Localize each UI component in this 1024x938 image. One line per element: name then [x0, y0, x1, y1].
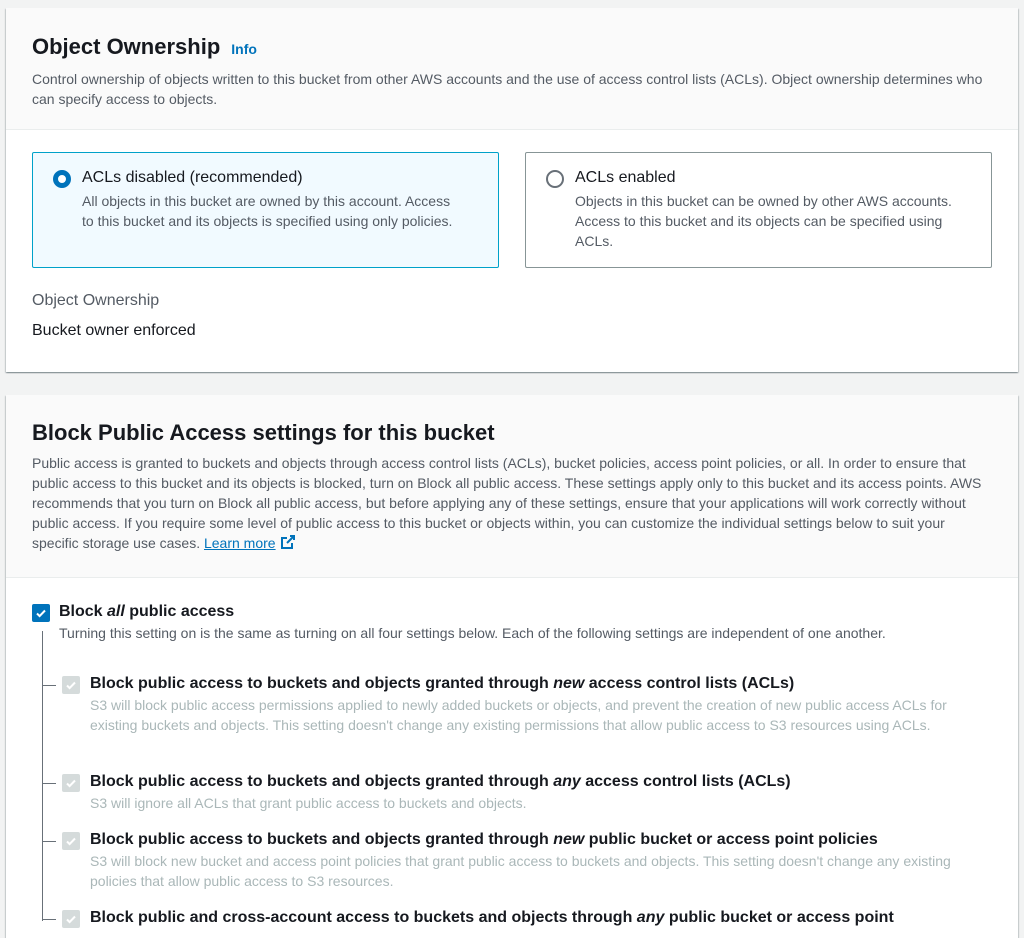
block-new-policies-option: [42, 829, 990, 891]
check-icon: [65, 679, 77, 691]
info-link[interactable]: Info: [231, 41, 257, 57]
learn-more-label: Learn more: [203, 535, 276, 551]
block-new-acls-option: [42, 673, 990, 735]
acls-disabled-title: ACLs disabled (recommended): [82, 169, 303, 186]
block-new-policies-title-suffix: public bucket or access point policies: [584, 831, 878, 848]
block-public-access-panel: [6, 395, 1018, 938]
tree-tick: [42, 841, 56, 842]
block-cross-account-title-emph: any: [636, 909, 665, 926]
block-new-policies-title-emph: new: [553, 831, 585, 848]
acls-disabled-description: All objects in this bucket are owned by this account. Access to this bucket and its objects is specified using only policies.: [82, 193, 453, 229]
acls-enabled-title: ACLs enabled: [575, 169, 676, 186]
acl-options: [32, 152, 992, 268]
block-cross-account-option: [42, 907, 894, 929]
object-ownership-panel: [6, 8, 1018, 372]
block-public-access-description: [32, 453, 992, 553]
object-ownership-field: [32, 290, 196, 342]
acls-disabled-tile[interactable]: [32, 152, 499, 268]
block-new-acls-title-suffix: access control lists (ACLs): [584, 675, 795, 692]
acls-enabled-radio[interactable]: [546, 170, 564, 188]
object-ownership-field-label: Object Ownership: [32, 292, 160, 309]
block-any-acls-title-suffix: access control lists (ACLs): [580, 773, 791, 790]
block-new-policies-checkbox: [62, 832, 80, 850]
block-cross-account-checkbox: [62, 910, 80, 928]
block-any-acls-title-emph: any: [553, 773, 581, 790]
check-icon: [65, 913, 77, 925]
object-ownership-field-value: Bucket owner enforced: [32, 322, 196, 339]
learn-more-link[interactable]: [204, 535, 276, 551]
block-new-policies-description: S3 will block new bucket and access point policies that grant public access to buckets and objects. This setting doesn't change any existing policies that allow public access to S3 resources.: [90, 853, 951, 889]
block-any-acls-checkbox: [62, 774, 80, 792]
block-all-public-access-option[interactable]: [32, 601, 886, 643]
block-all-checkbox[interactable]: [32, 604, 50, 622]
block-all-title: [59, 601, 886, 623]
object-ownership-description: Control ownership of objects written to this bucket from other AWS accounts and the use of access control lists (ACLs). Object ownership determines who can specify access to objects.: [32, 71, 983, 107]
block-new-acls-checkbox: [62, 676, 80, 694]
block-new-policies-title: [90, 829, 990, 851]
section-title: [32, 33, 992, 63]
block-all-title-emph: all: [107, 603, 125, 620]
tree-tick: [42, 919, 56, 920]
acls-disabled-radio[interactable]: [53, 170, 71, 188]
external-link-icon[interactable]: [280, 534, 296, 550]
block-any-acls-title-prefix: Block public access to buckets and objects granted through: [90, 773, 554, 790]
block-any-acls-title: [90, 771, 990, 793]
check-icon: [35, 607, 47, 619]
tree-tick: [42, 685, 56, 686]
block-any-acls-description: S3 will ignore all ACLs that grant public access to buckets and objects.: [90, 795, 527, 811]
block-any-acls-option: [42, 771, 990, 813]
acls-enabled-tile[interactable]: [525, 152, 992, 268]
block-new-acls-title-prefix: Block public access to buckets and objects granted through: [90, 675, 554, 692]
block-all-title-suffix: public access: [124, 603, 235, 620]
block-all-title-prefix: Block: [59, 603, 108, 620]
block-new-policies-title-prefix: Block public access to buckets and objects granted through: [90, 831, 554, 848]
object-ownership-header: [6, 8, 1018, 130]
block-cross-account-title: [90, 907, 894, 929]
block-cross-account-title-suffix: public bucket or access point: [664, 909, 894, 926]
check-icon: [65, 835, 77, 847]
block-new-acls-description: S3 will block public access permissions applied to newly added buckets or objects, and prevent the creation of new public access ACLs for existing buckets and objects. This setting doesn't change any existing permissions that allow public access to S3 resources using ACLs.: [90, 697, 947, 733]
block-new-acls-title-emph: new: [553, 675, 585, 692]
block-all-description: Turning this setting on is the same as turning on all four settings below. Each of the following settings are independent of one another.: [59, 625, 886, 641]
block-public-access-description-text: Public access is granted to buckets and objects through access control lists (ACLs), bucket policies, access point policies, or all. In order to ensure that public access to this bucket and its objects is blocked, turn on Block all public access. These settings apply only to this bucket and its access points. AWS recommends that you turn on Block all public access, but before applying any of these settings, ensure that your applications will work correctly without public access. If you require some level of public access to this bucket or objects within, you can customize the individual settings below to suit your specific storage use cases.: [32, 455, 982, 551]
block-new-acls-title: [90, 673, 990, 695]
object-ownership-title: Object Ownership: [32, 34, 221, 59]
block-cross-account-title-prefix: Block public and cross-account access to buckets and objects through: [90, 909, 637, 926]
check-icon: [65, 777, 77, 789]
acls-enabled-description: Objects in this bucket can be owned by other AWS accounts. Access to this bucket and its objects can be specified using ACLs.: [575, 193, 952, 249]
tree-tick: [42, 783, 56, 784]
block-public-access-title: Block Public Access settings for this bucket: [32, 420, 495, 445]
block-public-access-header: [6, 395, 1018, 578]
